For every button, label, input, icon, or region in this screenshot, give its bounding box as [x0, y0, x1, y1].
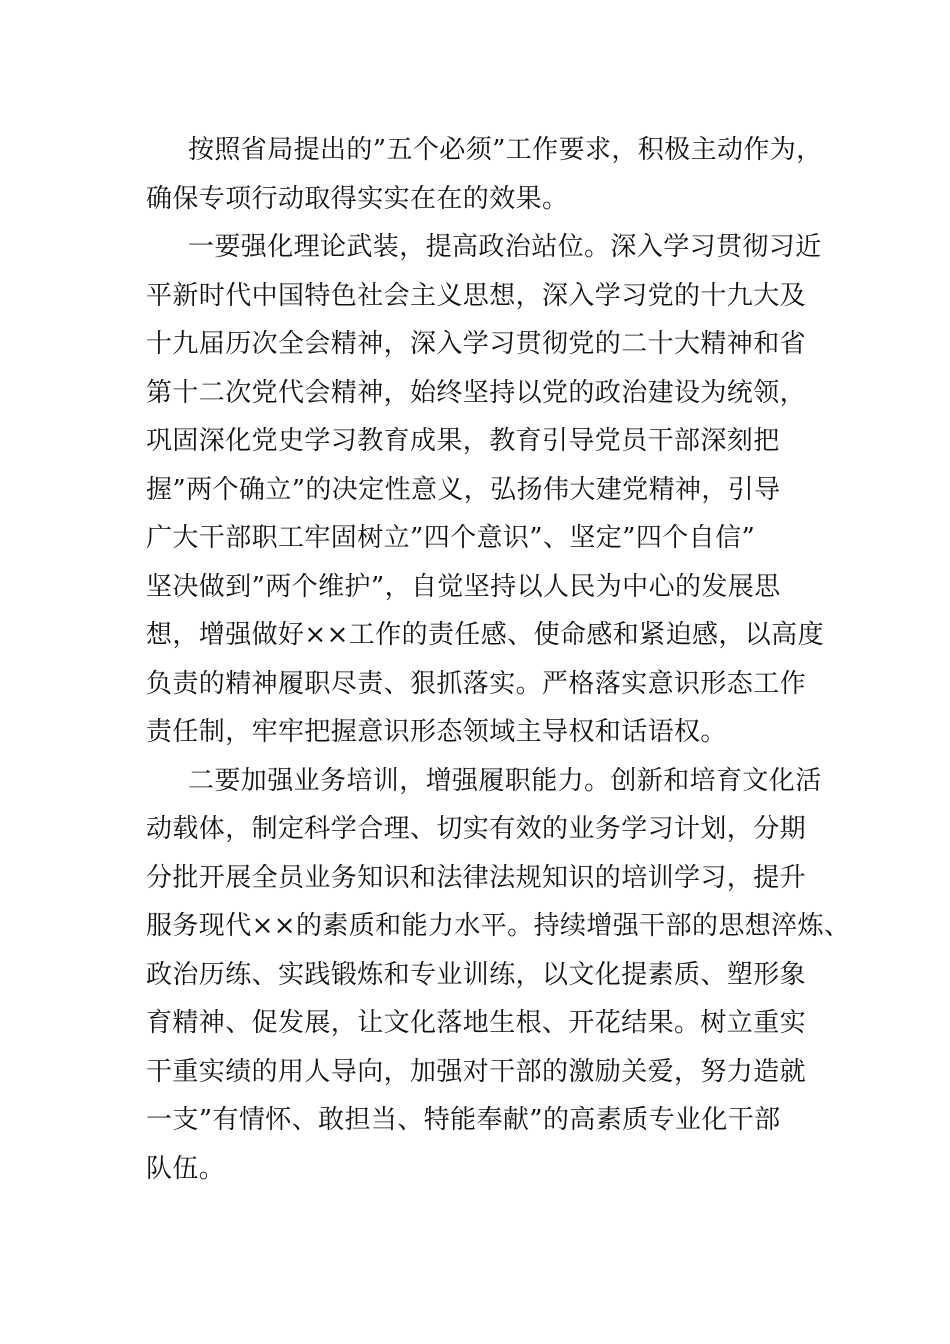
text-line: 干重实绩的用人导向，加强对干部的激励关爱，努力造就 — [146, 1056, 807, 1087]
text-line: 队伍。 — [146, 1153, 226, 1184]
text-line: 一支”有情怀、敢担当、特能奉献”的高素质专业化干部 — [146, 1105, 781, 1135]
text-line: 负责的精神履职尽责、狠抓落实。严格落实意识形态工作 — [146, 668, 807, 699]
text-line: 平新时代中国特色社会主义思想，深入学习党的十九大及 — [146, 280, 807, 311]
paragraph-training — [146, 757, 851, 1194]
text-line: 坚决做到”两个维护”，自觉坚持以人民为中心的发展思 — [146, 571, 781, 602]
text-line: 责任制，牢牢把握意识形态领域主导权和话语权。 — [146, 717, 727, 747]
text-line: 政治历练、实践锻炼和专业训练，以文化提素质、塑形象 — [146, 959, 807, 990]
text-line: 二要加强业务培训，增强履职能力。创新和培育文化活 — [188, 765, 822, 796]
document-body — [146, 126, 851, 1193]
text-line: 十九届历次全会精神，深入学习贯彻党的二十大精神和省 — [146, 329, 807, 359]
text-line: 想，增强做好××工作的责任感、使命感和紧迫感，以高度 — [146, 620, 824, 650]
text-line: 育精神、促发展，让文化落地生根、开花结果。树立重实 — [146, 1008, 807, 1038]
text-line: 服务现代××的素质和能力水平。持续增强干部的思想淬炼、 — [146, 911, 851, 941]
text-line: 确保专项行动取得实实在在的效果。 — [146, 183, 569, 214]
text-line: 分批开展全员业务知识和法律法规知识的培训学习，提升 — [146, 862, 807, 893]
text-line: 一要强化理论武装，提高政治站位。深入学习贯彻习近 — [188, 232, 822, 262]
text-line: 第十二次党代会精神，始终坚持以党的政治建设为统领， — [146, 377, 807, 408]
text-line: 广大干部职工牢固树立”四个意识”、坚定”四个自信” — [146, 523, 756, 553]
paragraph-intro — [146, 126, 836, 223]
text-line: 动载体，制定科学合理、切实有效的业务学习计划，分期 — [146, 814, 807, 844]
paragraph-theory — [146, 223, 836, 757]
text-line: 握”两个确立”的决定性意义，弘扬伟大建党精神，引导 — [146, 474, 781, 505]
text-line: 按照省局提出的”五个必须”工作要求，积极主动作为， — [188, 135, 823, 165]
text-line: 巩固深化党史学习教育成果，教育引导党员干部深刻把 — [146, 426, 780, 456]
